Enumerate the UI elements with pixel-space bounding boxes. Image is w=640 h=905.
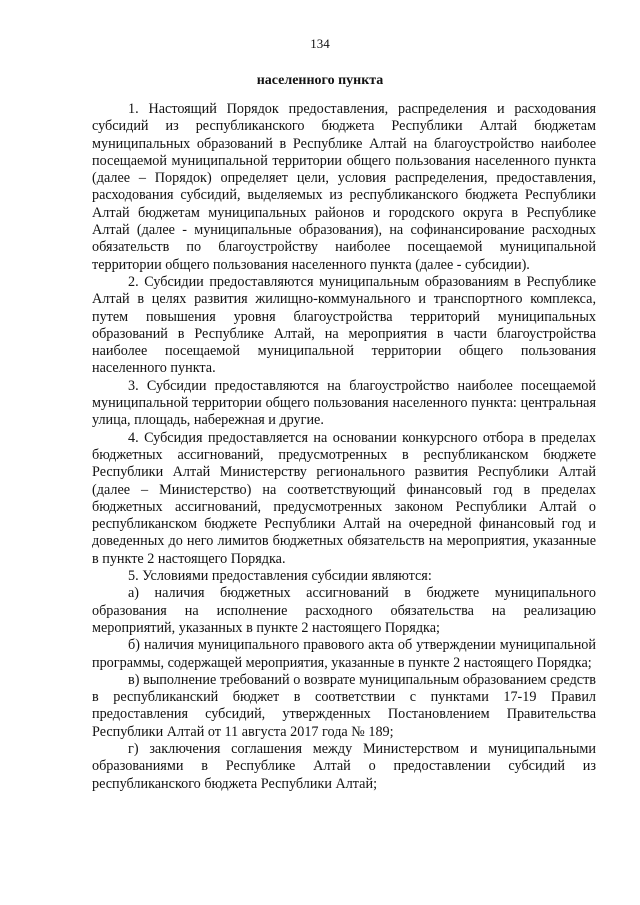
section-heading: населенного пункта <box>256 73 384 88</box>
page-number: 134 <box>310 36 330 51</box>
paragraph-4: 4. Субсидия предоставляется на основании конкурсного отбора в пределах бюджетных ассигнований, предусмотренных в республиканском бюджете Республики Алтай Министерству регионального развития Республики Алтай (далее – Министерство) на соответствующий финансовый год в пределах бюджетных ассигнований, предусмотренных законом Республики Алтай о республиканском бюджете Республики Алтай на очередной финансовый год и доведенных до него лимитов бюджетных обязательств на мероприятия, указанные в пункте 2 настоящего Порядка. <box>92 429 596 567</box>
document-body <box>92 101 596 793</box>
paragraph-5a: а) наличия бюджетных ассигнований в бюджете муниципального образования на исполнение расходного обязательства на реализацию мероприятий, указанных в пункте 2 настоящего Порядка; <box>92 585 596 636</box>
paragraph-5b: б) наличия муниципального правового акта об утверждении муниципальной программы, содержащей мероприятия, указанные в пункте 2 настоящего Порядка; <box>92 637 596 671</box>
paragraph-1: 1. Настоящий Порядок предоставления, распределения и расходования субсидий из республиканского бюджета Республики Алтай бюджетам муниципальных образований в Республике Алтай на благоустройство наиболее посещаемой муниципальной территории общего пользования населенного пункта (далее – Порядок) определяет цели, условия распределения, предоставления, расходования субсидий, выделяемых из республиканского бюджета Республики Алтай бюджетам муниципальных районов и городского округа в Республике Алтай (далее - муниципальные образования), на софинансирование расходных обязательств по благоустройству наиболее посещаемой муниципальной территории общего пользования населенного пункта (далее - субсидии). <box>92 101 596 273</box>
paragraph-2: 2. Субсидии предоставляются муниципальным образованиям в Республике Алтай в целях развития жилищно-коммунального и транспортного комплекса, путем повышения уровня благоустройства территорий муниципальных образований в Республике Алтай, на мероприятия в части благоустройства наиболее посещаемой муниципальной территории общего пользования населенного пункта. <box>92 273 596 377</box>
paragraph-5: 5. Условиями предоставления субсидии являются: <box>128 568 432 585</box>
paragraph-5d: г) заключения соглашения между Министерством и муниципальными образованиями в Республике Алтай о предоставлении субсидий из республиканского бюджета Республики Алтай; <box>92 740 596 792</box>
paragraph-3: 3. Субсидии предоставляются на благоустройство наиболее посещаемой муниципальной территории общего пользования населенного пункта: центральная улица, площадь, набережная и другие. <box>92 377 596 429</box>
paragraph-5c: в) выполнение требований о возврате муниципальным образованием средств в республиканский бюджет в соответствии с пунктами 17-19 Правил предоставления субсидий, утвержденных Постановлением Правительства Республики Алтай от 11 августа 2017 года № 189; <box>92 671 596 740</box>
